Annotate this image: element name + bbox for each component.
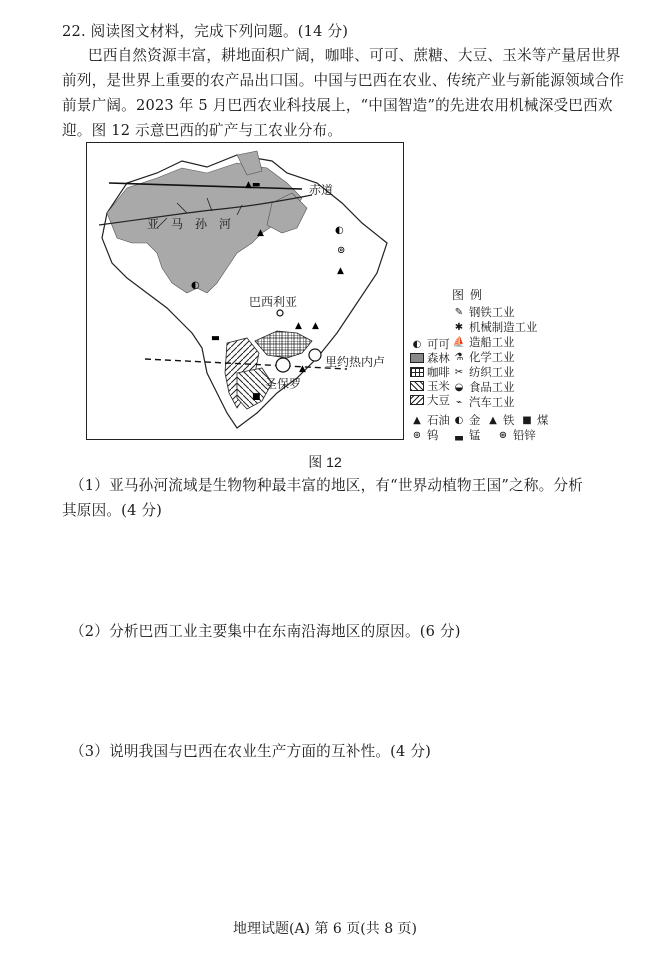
textile-icon: ✂ (454, 366, 464, 378)
subquestion-1-line-1: （1）亚马孙河流域是生物物种最丰富的地区，有“世界动植物王国”之称。分析 (70, 477, 584, 494)
legend-oil: ▲ 石油 (410, 412, 450, 428)
subquestion-1-line-2: 其原因。(4 分) (62, 502, 163, 519)
brasilia-dot (277, 310, 283, 316)
machinery-icon: ✱ (454, 321, 464, 333)
chemical-icon: ⚗ (454, 351, 464, 363)
coal-symbol: ■ (252, 392, 261, 402)
amazon-river-label: 亚 马 孙 河 (147, 217, 232, 231)
soybean-icon (410, 395, 424, 405)
gold-icon: ◐ (454, 414, 464, 426)
legend-gold: ◐ 金 (452, 412, 480, 428)
gold-symbol: ◐ (191, 280, 200, 291)
legend-machinery: ✱ 机械制造工业 (452, 319, 537, 335)
coal-icon: ■ (522, 414, 532, 426)
shipbuilding-icon: ⛵ (452, 336, 466, 348)
legend-iron: ▲ 铁 (486, 412, 514, 428)
paragraph-line-4: 迎。图 12 示意巴西的矿产与工农业分布。 (62, 122, 343, 139)
forest-icon (410, 353, 424, 363)
paragraph-line-1: 巴西自然资源丰富，耕地面积广阔，咖啡、可可、蔗糖、大豆、玉米等产量居世界 (88, 47, 621, 64)
subquestion-3: （3）说明我国与巴西在农业生产方面的互补性。(4 分) (70, 743, 432, 760)
legend-cocoa: ◐ 可可 (410, 336, 450, 352)
legend-coffee: 咖啡 (410, 364, 450, 380)
legend-food: ◒ 食品工业 (452, 379, 515, 395)
equator-label: 赤道 (309, 183, 334, 197)
legend-leadzinc: ⊛ 铅锌 (496, 427, 536, 443)
food-icon: ◒ (454, 381, 464, 393)
leadzinc-icon: ⊛ (498, 429, 508, 441)
iron-icon: ▲ (489, 414, 497, 426)
question-header: 22. 阅读图文材料，完成下列问题。(14 分) (62, 23, 349, 40)
cocoa-icon: ◐ (412, 338, 422, 350)
map-legend (404, 280, 584, 442)
legend-textile: ✂ 纺织工业 (452, 364, 515, 380)
legend-soybean: 大豆 (410, 392, 450, 408)
iron-symbol-se2: ▲ (312, 321, 319, 331)
rio-dot (309, 349, 321, 361)
legend-tungsten: ⊚ 钨 (410, 427, 438, 443)
cocoa-symbol: ◐ (335, 225, 344, 236)
page-footer: 地理试题(A) 第 6 页(共 8 页) (232, 921, 418, 937)
legend-forest: 森林 (410, 350, 450, 366)
tungsten-icon: ⊚ (412, 429, 422, 441)
legend-shipbuilding: ⛵ 造船工业 (452, 335, 515, 349)
auto-icon: ⌁ (455, 396, 463, 408)
legend-auto: ⌁ 汽车工业 (452, 394, 515, 410)
subquestion-2: （2）分析巴西工业主要集中在东南沿海地区的原因。(6 分) (70, 623, 461, 640)
saopaulo-label: 圣保罗 (265, 377, 302, 391)
legend-coal: ■ 煤 (520, 412, 548, 428)
corn-icon (410, 381, 424, 391)
steel-icon: ✎ (454, 306, 464, 318)
oil-symbol-se: ▲ (299, 364, 306, 374)
brasilia-label: 巴西利亚 (249, 295, 298, 309)
iron-symbol: ▲▬ (245, 180, 261, 190)
legend-chemical: ⚗ 化学工业 (452, 349, 515, 365)
legend-title: 图例 (452, 288, 489, 302)
legend-steel: ✎ 钢铁工业 (452, 304, 515, 320)
brazil-map-figure (86, 142, 404, 440)
oil-symbol: ▲ (257, 228, 264, 238)
coffee-icon (410, 367, 424, 377)
manganese-icon: ▃ (455, 429, 463, 441)
iron-symbol-se: ▲ (295, 321, 302, 331)
paragraph-line-3: 前景广阔。2023 年 5 月巴西农业科技展上，“中国智造”的先进农用机械深受巴西欢 (62, 97, 613, 114)
rio-label: 里约热内卢 (325, 355, 386, 369)
tungsten-symbol: ⊚ (337, 245, 346, 256)
oil-symbol-ne: ▲ (337, 266, 344, 276)
legend-manganese: ▃ 锰 (452, 427, 480, 443)
manganese-symbol: ▃ (212, 331, 219, 341)
brazil-map-svg (87, 143, 403, 439)
paragraph-line-2: 前列，是世界上重要的农产品出口国。中国与巴西在农业、传统产业与新能源领域合作 (62, 72, 625, 89)
oil-icon: ▲ (413, 414, 421, 426)
legend-corn: 玉米 (410, 378, 450, 394)
saopaulo-dot (276, 358, 290, 372)
figure-caption: 图 12 (308, 454, 342, 470)
